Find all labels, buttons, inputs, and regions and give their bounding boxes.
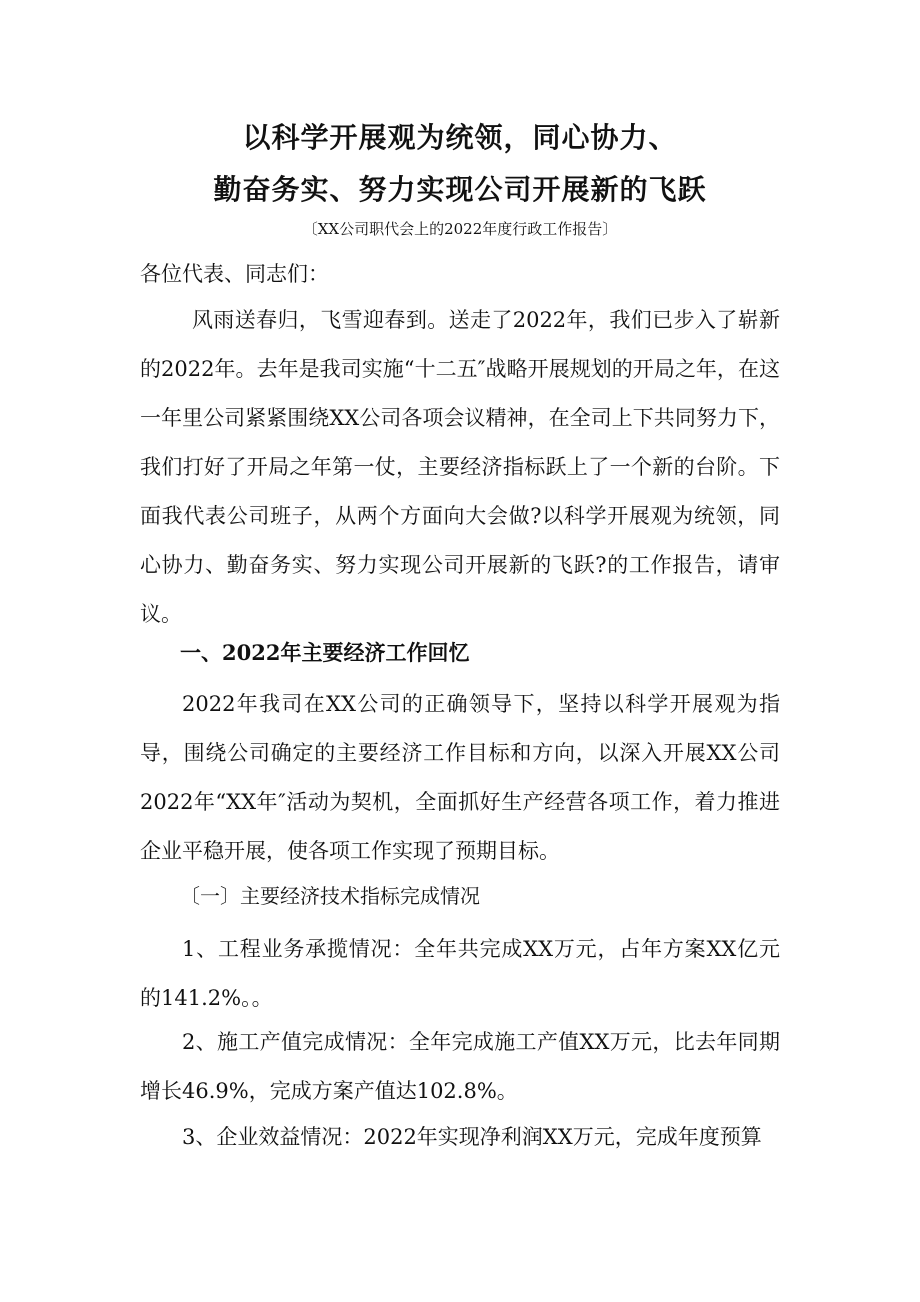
- list-item-1: 1、工程业务承揽情况：全年共完成XX万元，占年方案XX亿元的141.2%。。: [140, 937, 780, 1010]
- list-item-2: 2、施工产值完成情况：全年完成施工产值XX万元，比去年同期增长46.9%，完成方案产值达102.8%。: [140, 1030, 780, 1103]
- document-subtitle: 〔XX公司职代会上的2022年度行政工作报告〕: [302, 220, 618, 238]
- subsection-1-heading: 〔一〕主要经济技术指标完成情况: [180, 884, 480, 908]
- section-1-heading: 一、2022年主要经济工作回忆: [180, 640, 470, 665]
- list-item-3: 3、企业效益情况：2022年实现净利润XX万元，完成年度预算: [182, 1125, 762, 1149]
- document-title-line-1: 以科学开展观为统领，同心协力、: [242, 121, 678, 154]
- section-1-paragraph: 2022年我司在XX公司的正确领导下，坚持以科学开展观为指导，围绕公司确定的主要经济工作目标和方向，以深入开展XX公司2022年“XX年″活动为契机，全面抓好生产经营各项工作，着力推进企业平稳开展，使各项工作实现了预期目标。: [140, 692, 780, 863]
- document-title-line-2: 勤奋务实、努力实现公司开展新的飞跃: [213, 173, 707, 206]
- salutation: 各位代表、同志们：: [140, 262, 329, 286]
- intro-paragraph: 风雨送春归，飞雪迎春到。送走了2022年，我们已步入了崭新的2022年。去年是我司实施“十二五″战略开展规划的开局之年，在这一年里公司紧紧围绕XX公司各项会议精神，在全司上下共同努力下，我们打好了开局之年第一仗，主要经济指标跃上了一个新的台阶。下面我代表公司班子，从两个方面向大会做?以科学开展观为统领，同心协力、勤奋务实、努力实现公司开展新的飞跃?的工作报告，请审议。: [140, 308, 780, 626]
